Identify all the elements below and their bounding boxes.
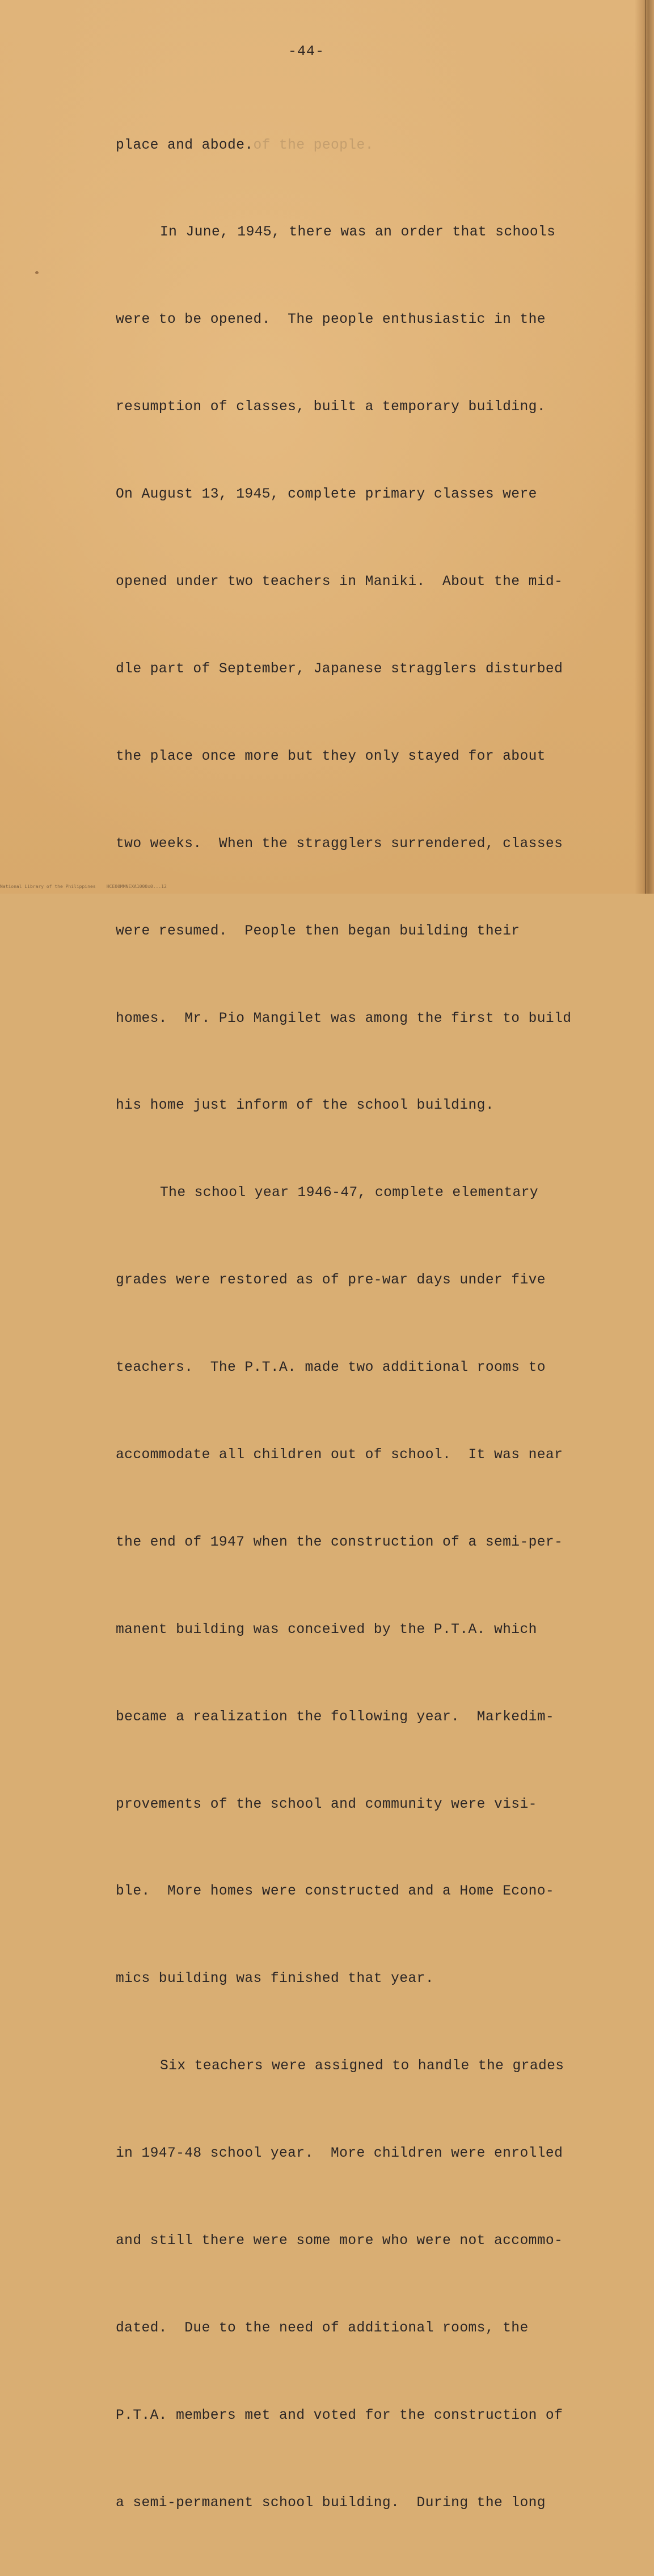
text-line: a semi-permanent school building. During the long — [116, 2495, 546, 2511]
text-line: in 1947-48 school year. More children were enrolled — [116, 2146, 563, 2162]
text-line: mics building was finished that year. — [116, 1971, 434, 1987]
body-text — [116, 73, 587, 2576]
ink-smudge — [35, 271, 39, 274]
text-line: The school year 1946-47, complete elementary — [160, 1185, 538, 1201]
text-line: homes. Mr. Pio Mangilet was among the first to build — [116, 1011, 572, 1026]
text-line: and still there were some more who were not accommo- — [116, 2233, 563, 2249]
text-line: On August 13, 1945, complete primary classes were — [116, 487, 537, 503]
text-line: teachers. The P.T.A. made two additional rooms to — [116, 1360, 546, 1376]
page-binding-shadow — [635, 0, 654, 894]
archive-footer: National Library of the Philippines HCE00MMNEXA1000x0...12 — [0, 884, 167, 889]
text-line: the end of 1947 when the construction of a semi-per- — [116, 1534, 563, 1550]
text-line: ble. More homes were constructed and a Home Econo- — [116, 1884, 555, 1900]
text-line: the place once more but they only stayed for about — [116, 748, 546, 764]
text-line: provements of the school and community were visi- — [116, 1796, 537, 1812]
text-line: P.T.A. members met and voted for the construction of — [116, 2407, 563, 2423]
text-line: manent building was conceived by the P.T.A. which — [116, 1622, 537, 1638]
text-line: became a realization the following year. Markedim- — [116, 1709, 555, 1725]
text-line: were resumed. People then began building their — [116, 923, 520, 939]
text-line: In June, 1945, there was an order that schools — [160, 225, 556, 241]
text-line: opened under two teachers in Maniki. About the mid- — [116, 574, 563, 590]
text-line: dated. Due to the need of additional rooms, the — [116, 2320, 529, 2336]
text-line — [116, 131, 587, 160]
text-line: resumption of classes, built a temporary building. — [116, 399, 546, 415]
faded-text: of the people. — [253, 137, 374, 153]
text-line: were to be opened. The people enthusiastic in the — [116, 312, 546, 328]
text-line: dle part of September, Japanese stragglers disturbed — [116, 661, 563, 677]
page-number: -44- — [288, 43, 325, 60]
text-line: Six teachers were assigned to handle the grades — [160, 2059, 564, 2074]
text-line: grades were restored as of pre-war days under five — [116, 1273, 546, 1289]
text-line: two weeks. When the stragglers surrendered, classes — [116, 836, 563, 852]
binding-edge-line — [645, 0, 646, 894]
text-line-content: place and abode. — [116, 137, 254, 153]
text-line: his home just inform of the school building. — [116, 1098, 494, 1114]
text-line: accommodate all children out of school. It was near — [116, 1447, 563, 1463]
